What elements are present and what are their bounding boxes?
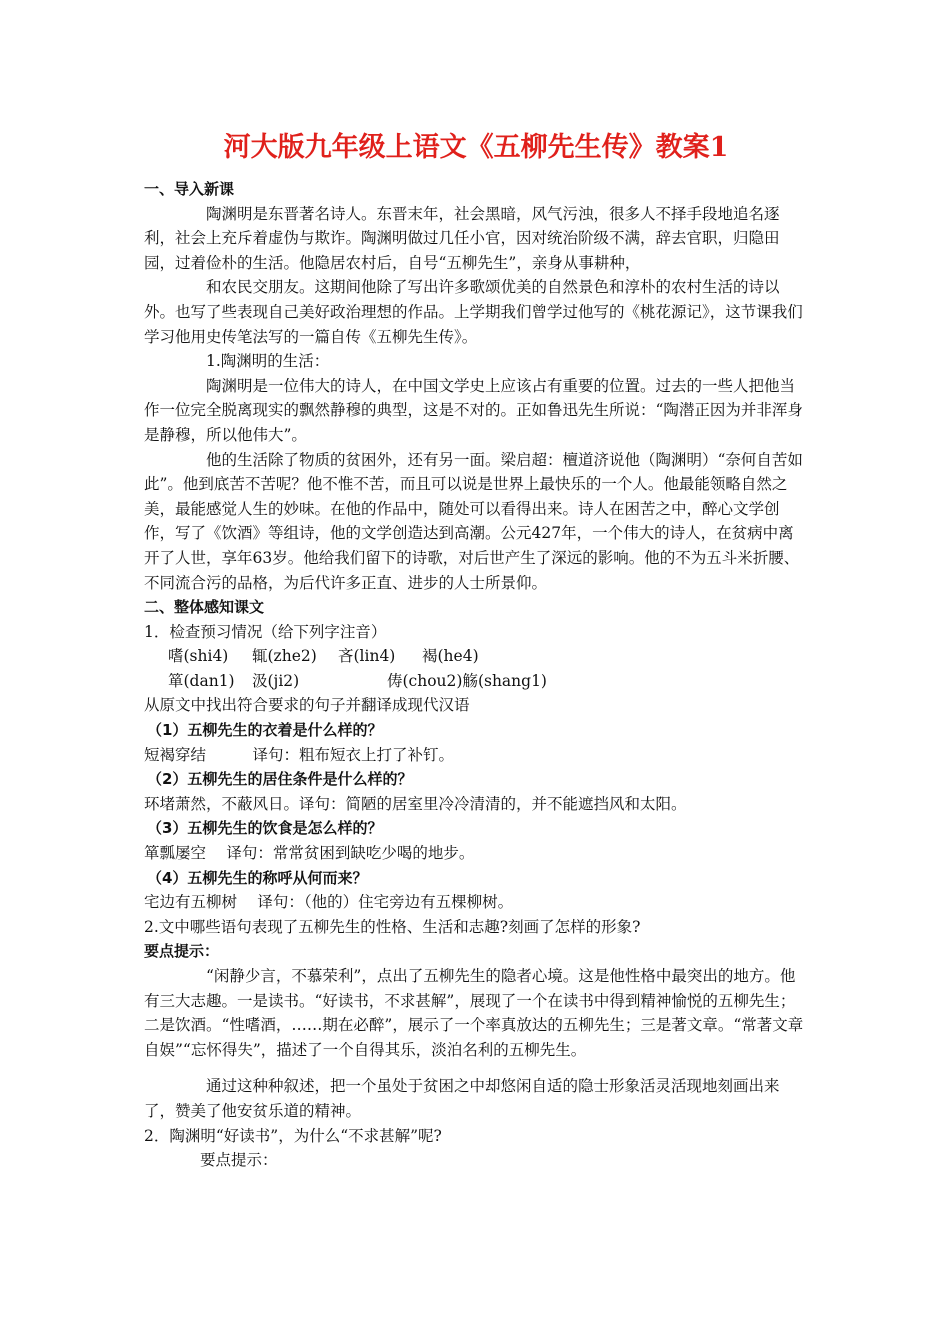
answer: 环堵萧然，不蔽风日。译句：简陋的居室里冷冷清清的，并不能遮挡风和太阳。 <box>144 794 687 813</box>
answer: 箪瓢屡空 译句：常常贫困到缺吃少喝的地步。 <box>144 844 475 863</box>
pinyin-item: 吝(lin4) <box>338 647 396 666</box>
document-page <box>144 128 808 1173</box>
pinyin-item: 觞(shang1) <box>462 671 547 690</box>
paragraph: 陶渊明是一位伟大的诗人，在中国文学史上应该占有重要的位置。过去的一些人把他当作一位完全脱离现实的飘然静穆的典型，这是不对的。正如鲁迅先生所说：“陶潜正因为并非浑身是静穆，所以他伟大”。 <box>144 376 803 444</box>
section-heading-overview: 二、整体感知课文 <box>144 598 265 617</box>
question: （3）五柳先生的饮食是怎么样的？ <box>147 819 383 838</box>
paragraph: 通过这种种叙述，把一个虽处于贫困之中却悠闲自适的隐士形象活灵活现地刻画出来了，赞美了他安贫乐道的精神。 <box>144 1077 780 1120</box>
pinyin-item: 汲(ji2) <box>252 671 300 690</box>
paragraph: 他的生活除了物质的贫困外，还有另一面。梁启超：檀道济说他（陶渊明）“奈何自苦如此”。他到底苦不苦呢？他不惟不苦，而且可以说是世界上最快乐的一个人。他最能领略自然之美，最能感觉人生的妙味。在他的作品中，随处可以看得出来。诗人在困苦之中，醉心文学创作，写了《饮酒》等组诗，他的文学创造达到高潮。公元427年，一个伟大的诗人，在贫病中离开了人世，享年63岁。他给我们留下的诗歌，对后世产生了深远的影响。他的不为五斗米折腰、不同流合污的品格，为后代许多正直、进步的人士所景仰。 <box>144 450 803 592</box>
question: （2）五柳先生的居住条件是什么样的？ <box>147 770 413 789</box>
pinyin-item: 俦(chou2) <box>387 671 463 690</box>
instruction: 从原文中找出符合要求的句子并翻译成现代汉语 <box>144 696 470 715</box>
paragraph: 陶渊明是东晋著名诗人。东晋末年，社会黑暗，风气污浊，很多人不择手段地追名逐利，社会上充斥着虚伪与欺诈。陶渊明做过几任小官，因对统治阶级不满，辞去官职，归隐田园，过着俭朴的生活。他隐居农村后，自号“五柳先生”，亲身从事耕种， <box>144 204 780 272</box>
list-item: 1．检查预习情况（给下列字注音） <box>144 622 387 641</box>
paragraph: “闲静少言，不慕荣利”，点出了五柳先生的隐者心境。这是他性格中最突出的地方。他有三大志趣。一是读书。“好读书，不求甚解”，展现了一个在读书中得到精神愉悦的五柳先生；二是饮酒。“性嗜酒，……期在必醉”，展示了一个率真放达的五柳先生；三是著文章。“常著文章自娱”“忘怀得失”，描述了一个自得其乐，淡泊名利的五柳先生。 <box>144 967 804 1059</box>
key-points-label: 要点提示： <box>200 1151 278 1170</box>
list-item: 2.文中哪些语句表现了五柳先生的性格、生活和志趣?刻画了怎样的形象? <box>144 917 641 936</box>
question: （4）五柳先生的称呼从何而来？ <box>147 868 368 887</box>
key-points-label: 要点提示： <box>144 942 220 961</box>
paragraph: 和农民交朋友。这期间他除了写出许多歌颂优美的自然景色和淳朴的农村生活的诗以外。也写了些表现自己美好政治理想的作品。上学期我们曾学过他写的《桃花源记》，这节课我们学习他用史传笔法写的一篇自传《五柳先生传》。 <box>144 278 803 346</box>
answer: 短褐穿结 译句：粗布短衣上打了补钉。 <box>144 745 455 764</box>
section-heading-intro: 一、导入新课 <box>144 180 235 198</box>
pinyin-item: 嗜(shi4) <box>168 647 229 666</box>
pinyin-row <box>144 669 808 694</box>
pinyin-item: 辄(zhe2) <box>252 647 317 666</box>
list-item: 2．陶渊明“好读书”，为什么“不求甚解”呢? <box>144 1126 442 1145</box>
pinyin-item: 箪(dan1) <box>168 671 235 690</box>
question: （1）五柳先生的衣着是什么样的？ <box>147 721 383 740</box>
document-title: 河大版九年级上语文《五柳先生传》教案1 <box>223 132 729 163</box>
pinyin-row <box>144 644 808 669</box>
answer: 宅边有五柳树 译句：（他的）住宅旁边有五棵柳树。 <box>144 893 514 912</box>
subheading-life: 1.陶渊明的生活： <box>206 352 330 371</box>
pinyin-item: 褐(he4) <box>422 647 479 666</box>
spacer <box>144 1062 808 1074</box>
